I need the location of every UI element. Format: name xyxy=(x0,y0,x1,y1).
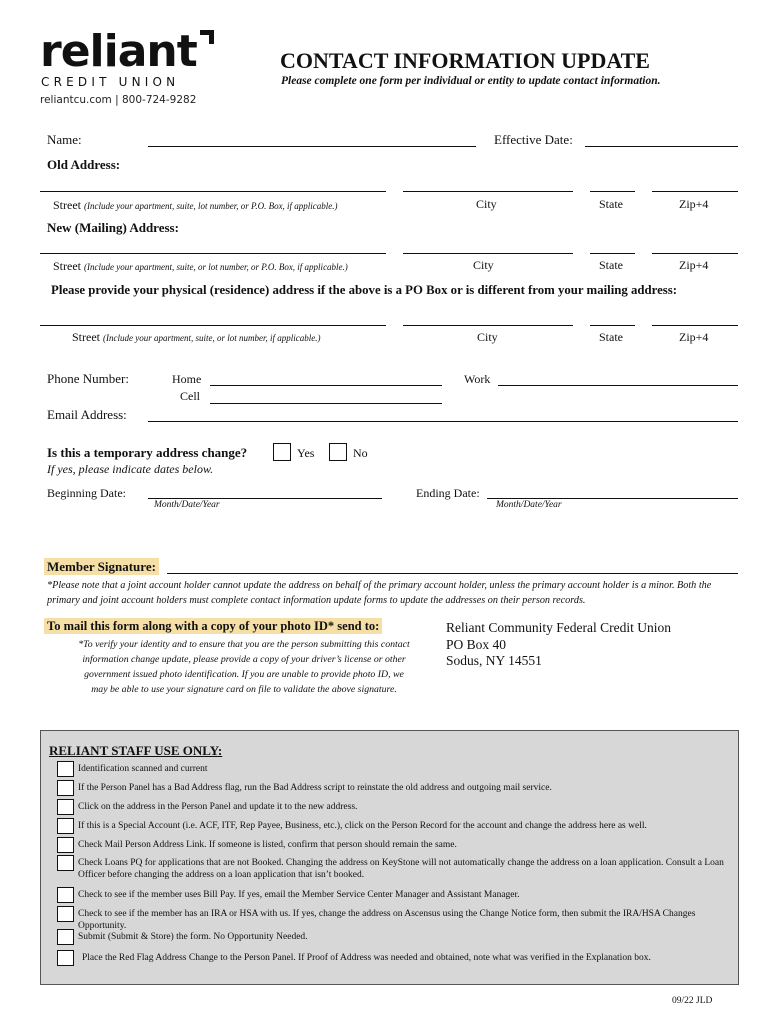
mailing-address: Reliant Community Federal Credit Union PO Box 40 Sodus, NY 14551 xyxy=(446,620,671,668)
phone-label: Phone Number: xyxy=(47,371,129,386)
staff-item-text: Place the Red Flag Address Change to the Person Panel. If Proof of Address was needed and obtained, note what was verified in the Explanation box. xyxy=(82,953,651,963)
physical-street-caption: Street (Include your apartment, suite, or lot number, if applicable.) xyxy=(72,330,321,344)
staff-checkbox[interactable] xyxy=(57,950,74,966)
physical-state-caption: State xyxy=(599,330,623,344)
effective-date-field[interactable] xyxy=(585,146,738,147)
signature-note: *Please note that a joint account holder cannot update the address on behalf of the primary account holder, unless the primary account holder is a minor. Both the primary and joint account holders must complete contact information update forms to update the addresses on their person records. xyxy=(47,580,712,606)
staff-item-text: If this is a Special Account (i.e. ACF, ITF, Rep Payee, Business, etc.), click on the Person Record for the account and change the address here as well. xyxy=(78,821,647,831)
physical-street-field[interactable] xyxy=(40,325,386,326)
no-checkbox[interactable] xyxy=(329,443,347,461)
new-zip-caption: Zip+4 xyxy=(679,258,709,272)
email-label: Email Address: xyxy=(47,407,127,422)
new-city-caption: City xyxy=(473,258,494,272)
old-city-caption: City xyxy=(476,197,497,211)
old-state-field[interactable] xyxy=(590,191,635,192)
name-label: Name: xyxy=(47,132,82,147)
ending-date-label: Ending Date: xyxy=(416,486,480,500)
effective-date-label: Effective Date: xyxy=(494,132,573,147)
logo-wordmark: reliant xyxy=(40,26,197,77)
staff-item-text: Submit (Submit & Store) the form. No Opportunity Needed. xyxy=(78,932,308,942)
old-zip-caption: Zip+4 xyxy=(679,197,709,211)
email-field[interactable] xyxy=(148,421,738,422)
new-address-label: New (Mailing) Address: xyxy=(47,220,179,235)
new-zip-field[interactable] xyxy=(652,253,738,254)
old-street-caption: Street (Include your apartment, suite, lot number, or P.O. Box, if applicable.) xyxy=(53,198,338,212)
no-label: No xyxy=(353,446,368,460)
beginning-date-field[interactable] xyxy=(148,498,382,499)
new-street-field[interactable] xyxy=(40,253,386,254)
physical-zip-field[interactable] xyxy=(652,325,738,326)
ending-date-format: Month/Date/Year xyxy=(496,500,562,510)
old-state-caption: State xyxy=(599,197,623,211)
temp-date-hint: If yes, please indicate dates below. xyxy=(47,462,214,476)
member-signature-label: Member Signature: xyxy=(44,559,159,575)
yes-checkbox[interactable] xyxy=(273,443,291,461)
staff-checkbox[interactable] xyxy=(57,929,74,945)
staff-checkbox[interactable] xyxy=(57,906,74,922)
physical-city-caption: City xyxy=(477,330,498,344)
old-street-field[interactable] xyxy=(40,191,386,192)
cell-phone-field[interactable] xyxy=(210,403,442,404)
home-phone-label: Home xyxy=(172,372,202,386)
staff-checkbox[interactable] xyxy=(57,780,74,796)
new-state-caption: State xyxy=(599,258,623,272)
logo-subtitle: CREDIT UNION xyxy=(41,75,180,89)
staff-item-text: Click on the address in the Person Panel and update it to the new address. xyxy=(78,802,358,812)
old-city-field[interactable] xyxy=(403,191,573,192)
ending-date-field[interactable] xyxy=(487,498,738,499)
logo-corner-mark xyxy=(200,30,214,44)
new-state-field[interactable] xyxy=(590,253,635,254)
physical-state-field[interactable] xyxy=(590,325,635,326)
work-phone-field[interactable] xyxy=(498,385,738,386)
staff-item-text: If the Person Panel has a Bad Address flag, run the Bad Address script to reinstate the old address and outgoing mail service. xyxy=(78,783,552,793)
work-phone-label: Work xyxy=(464,372,491,386)
form-revision-code: 09/22 JLD xyxy=(672,996,713,1006)
staff-checkbox[interactable] xyxy=(57,799,74,815)
member-signature-field[interactable] xyxy=(167,573,738,574)
logo-contact-info: reliantcu.com | 800-724-9282 xyxy=(40,94,197,106)
staff-title: RELIANT STAFF USE ONLY: xyxy=(49,743,223,758)
staff-checkbox[interactable] xyxy=(57,761,74,777)
form-title: CONTACT INFORMATION UPDATE xyxy=(280,48,650,73)
yes-label: Yes xyxy=(297,446,315,460)
physical-address-prompt: Please provide your physical (residence) address if the above is a PO Box or is different from your mailing address: xyxy=(51,283,677,297)
physical-zip-caption: Zip+4 xyxy=(679,330,709,344)
staff-item-text: Identification scanned and current xyxy=(78,764,208,774)
staff-checkbox[interactable] xyxy=(57,855,74,871)
staff-item-text: Check to see if the member has an IRA or HSA with us. If yes, change the address on Ascensus using the Change Notice form, then submit the IRA/HSA Changes Opportunity. xyxy=(78,909,696,931)
staff-checkbox[interactable] xyxy=(57,837,74,853)
photo-id-note: *To verify your identity and to ensure that you are the person submitting this contact information change update, please provide a copy of your driver’s license or other government issued photo identification. If you are unable to provide photo ID, we may be able to use your signature card on file to validate the above signature. xyxy=(78,639,410,695)
new-street-caption: Street (Include your apartment, suite, or lot number, or P.O. Box, if applicable.) xyxy=(53,259,348,273)
name-field[interactable] xyxy=(148,146,476,147)
staff-use-panel xyxy=(40,730,739,985)
new-city-field[interactable] xyxy=(403,253,573,254)
physical-city-field[interactable] xyxy=(403,325,573,326)
old-zip-field[interactable] xyxy=(652,191,738,192)
staff-item-text: Check to see if the member uses Bill Pay. If yes, email the Member Service Center Manager and Assistant Manager. xyxy=(78,890,520,900)
staff-item-text: Check Loans PQ for applications that are not Booked. Changing the address on KeyStone will not automatically change the address on a loan application. Consult a Loan Officer before changing the address on a loan application that isn’t booked. xyxy=(78,858,724,880)
cell-phone-label: Cell xyxy=(180,389,200,403)
form-subtitle: Please complete one form per individual or entity to update contact information. xyxy=(281,75,661,87)
home-phone-field[interactable] xyxy=(210,385,442,386)
beginning-date-label: Beginning Date: xyxy=(47,486,126,500)
staff-item-text: Check Mail Person Address Link. If someone is listed, confirm that person should remain the same. xyxy=(78,840,457,850)
staff-checkbox[interactable] xyxy=(57,887,74,903)
old-address-label: Old Address: xyxy=(47,157,121,172)
staff-checkbox[interactable] xyxy=(57,818,74,834)
beginning-date-format: Month/Date/Year xyxy=(154,500,220,510)
temp-address-question: Is this a temporary address change? xyxy=(47,445,248,460)
mailing-heading: To mail this form along with a copy of your photo ID* send to: xyxy=(44,619,382,634)
